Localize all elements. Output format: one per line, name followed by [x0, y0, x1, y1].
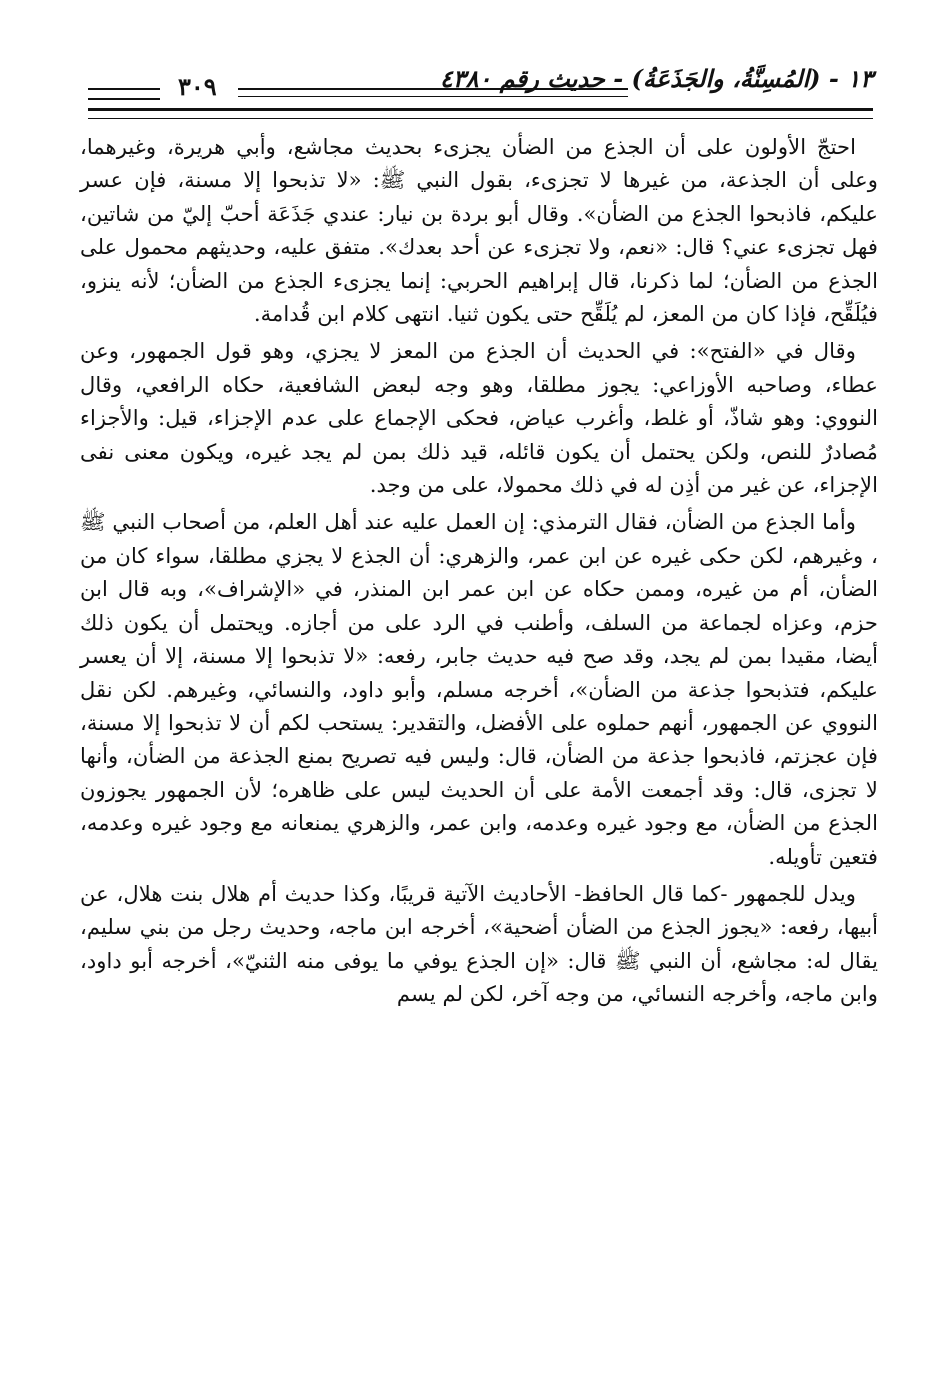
- page-number: ٣٠٩: [178, 72, 217, 101]
- header-rule-mid: [238, 88, 628, 97]
- paragraph: احتجّ الأولون على أن الجذع من الضأن يجزىء بحديث مجاشع، وأبي هريرة، وغيرهما، وعلى أن الجذعة، من غيرها لا تجزىء، بقول النبي ﷺ: «لا تذبحوا إلا مسنة، فإن عسر عليكم، فاذبحوا الجذع من الضأن». وقال أبو بردة بن نيار: عندي جَذَعَة أحبّ إليّ من شاتين، فهل تجزىء عني؟ قال: «نعم، ولا تجزىء عن أحد بعدك». متفق عليه، وحديثهم محمول على الجذع من الضأن؛ لما ذكرنا، قال إبراهيم الحربي: إنما يجزىء الجذع من الضأن؛ لأنه ينزو، فيُلَقِّح، فإذا كان من المعز، لم يُلَقِّح حتى يكون ثنيا. انتهى كلام ابن قُدامة.: [80, 134, 878, 327]
- paragraph: وقال في «الفتح»: في الحديث أن الجذع من المعز لا يجزي، وهو قول الجمهور، وعن عطاء، وصاحبه الأوزاعي: يجوز مطلقا، وهو وجه لبعض الشافعية، حكاه الرافعي، وقال النووي: وهو شاذّ، أو غلط، وأغرب عياض، فحكى الإجماع على عدم الإجزاء، قيل: والأجزاء مُصادرٌ للنص، ولكن يحتمل أن يكون قائله، قيد ذلك بمن لم يجد غيره، ويكون معنى نفى الإجزاء، عن غير من أذِن له في ذلك محمولا، على من وجد.: [80, 338, 878, 498]
- chapter-title: ١٣ - (المُسِنَّةُ، والجَذَعَةُ) - حديث رقم ٤٣٨٠: [439, 64, 873, 93]
- header-rule-short: [88, 88, 160, 100]
- header-rule: [88, 108, 873, 119]
- page-header: [88, 64, 873, 114]
- page-body: [80, 130, 878, 1015]
- paragraph: وأما الجذع من الضأن، فقال الترمذي: إن العمل عليه عند أهل العلم، من أصحاب النبي ﷺ ، وغيرهم، لكن حكى غيره عن ابن عمر، والزهري: أن الجذع لا يجزي مطلقا، سواء كان من الضأن، أم من غيره، وممن حكاه عن ابن عمر ابن المنذر، في «الإشراف»، وبه قال ابن حزم، وعزاه لجماعة من السلف، وأطنب في الرد على من أجازه. ويحتمل أن يكون ذلك أيضا، مقيدا بمن لم يجد، وقد صح فيه حديث جابر، رفعه: «لا تذبحوا إلا مسنة، إلا أن يعسر عليكم، فتذبحوا جذعة من الضأن»، أخرجه مسلم، وأبو داود، والنسائي، وغيرهم. لكن نقل النووي عن الجمهور، أنهم حملوه على الأفضل، والتقدير: يستحب لكم أن لا تذبحوا إلا مسنة، فإن عجزتم، فاذبحوا جذعة من الضأن، قال: وليس فيه تصريح بمنع الجذعة من الضأن، وأنها لا تجزى، قال: وقد أجمعت الأمة على أن الحديث ليس على ظاهره؛ لأن الجمهور يجوزون الجذع من الضأن، مع وجود غيره وعدمه، وابن عمر، والزهري يمنعانه مع وجود غيره وعدمه، فتعين تأويله.: [80, 509, 878, 869]
- paragraph: ويدل للجمهور -كما قال الحافظ- الأحاديث الآتية قريبًا، وكذا حديث أم هلال بنت هلال، عن أبيها، رفعه: «يجوز الجذع من الضأن أضحية»، أخرجه ابن ماجه، وحديث رجل من بني سليم، يقال له: مجاشع، أن النبي ﷺ قال: «إن الجذع يوفي ما يوفى منه الثنيّ»، أخرجه أبو داود، وابن ماجه، وأخرجه النسائي، من وجه آخر، لكن لم يسم: [80, 880, 878, 1007]
